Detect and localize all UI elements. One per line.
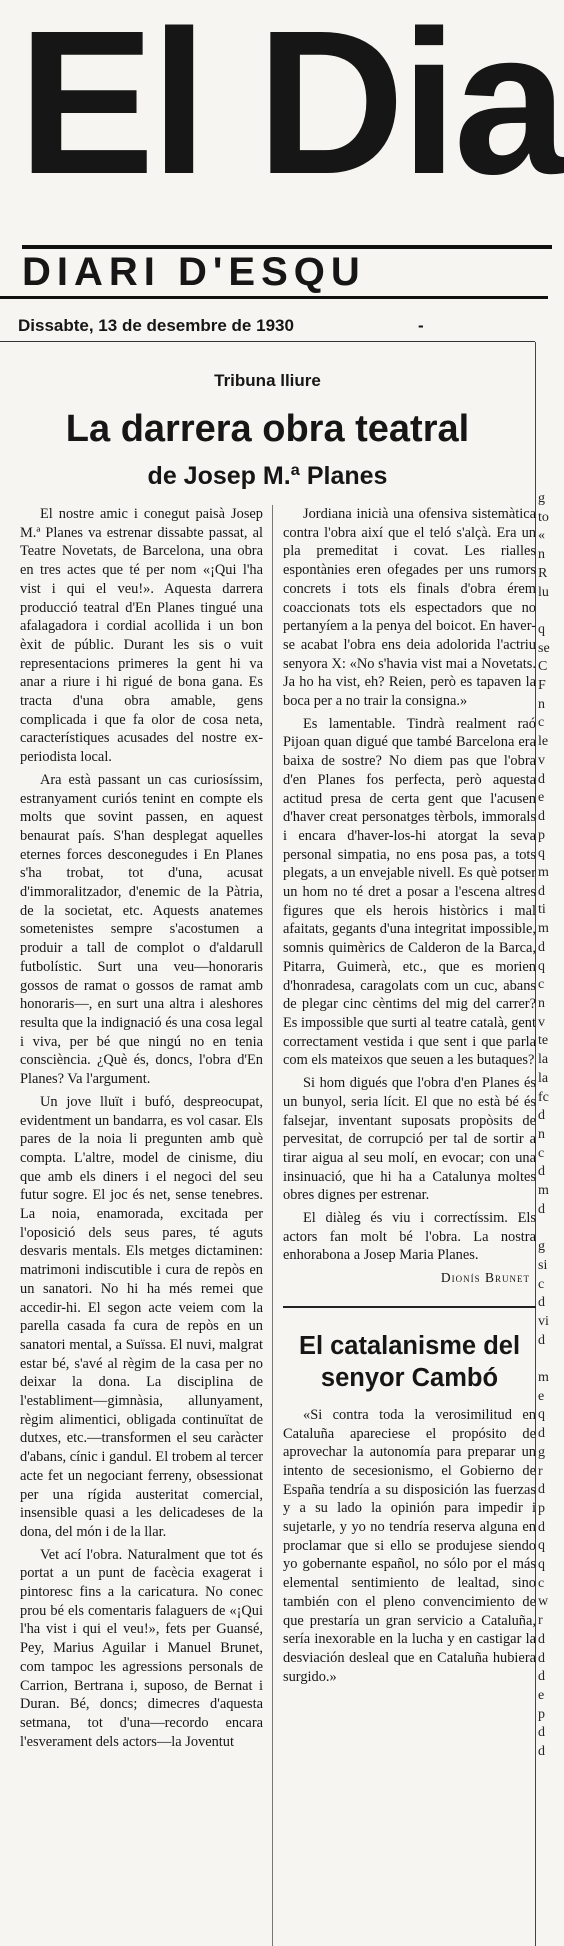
logo-rule: [22, 245, 552, 249]
adjacent-column-fragment: [538, 490, 548, 1762]
article-headline: La darrera obra teatral: [65, 408, 470, 450]
dateline: Dissabte, 13 de desembre de 1930: [18, 316, 294, 335]
article-subheadline: de Josep M.ª Planes: [147, 462, 388, 490]
box-quote: [283, 1406, 536, 1687]
box-headline: El catalanisme del senyor Cambó: [298, 1331, 521, 1392]
paragraph: El nostre amic i conegut paisà Josep M.ª Planes va estrenar dissabte passat, al Teatre Novetats, de Barcelona, una obra en tres actes que té per nom «¡Qui l'ha vist i qui el veu!». Aquesta darrera producció teatral d'En Planes tingué una afalagadora i cordial acollida i un bon èxit de públic. Durant les sis o vuit representacions primeres la gent hi va anar a riure i hi rigué de bona gana. Es tracta d'una obra amable, gens complicada i que fa olor de cosa neta, característiques acusades del nostre ex-periodista local.: [20, 506, 263, 766]
dateline-dash: -: [418, 316, 424, 335]
paragraph: El diàleg és viu i correctíssim. Els actors fan molt bé l'obra. La nostra enhorabona a Josep Maria Planes.: [283, 1210, 536, 1264]
paragraph: Jordiana inicià una ofensiva sistemàtica contra l'obra així que el teló s'alçà. Era un pla premeditat i covat. Les rialles espontànies eren ofegades per uns rumors concrets i tots els finals d'obra érem coaccionats tots els espectadors que no pertanyíem a la penya del boicot. En haver-se acabat l'obra ens deia adolorida l'actriu senyora X: «No s'havia vist mai a Novetats. Ja ho ha vist, eh? Reien, però es tapaven la boca per a no trair la consigna.»: [283, 506, 536, 710]
header-rule: [0, 296, 548, 299]
newspaper-logo: El Dia: [18, 0, 564, 217]
dateline-rule: [0, 341, 535, 342]
article-end-rule: [283, 1306, 536, 1308]
article-column-right: [283, 505, 536, 1690]
paragraph: Vet ací l'obra. Naturalment que tot és portat a un punt de facècia exagerat i pintoresc fins a la caricatura. No conec prou bé els comentaris falaguers de «¡Qui l'ha vist i qui el veu!», fets per Guansé, Pey, Marius Aguilar i Manuel Brunet, com tampoc les agressions personals de Carrion, Bertrana i, suposo, de Bernat i Duran. Bé, doncs; dimecres d'aquesta setmana, tot d'una—recordo encara l'esverament dels actors—la Joventut: [20, 1546, 263, 1750]
quote-text: «Si contra toda la verosimilitud en Cataluña apareciese el propósito de aprovechar la autonomía para preparar un intento de secesionismo, el Gobierno de España tendría a su disposición las fuerzas y a su lado la opinión para impedir i sujetarle, y yo no tendría reserva alguna en proclamar que si ello se produjese siendo yo gobernante español, no sólo por el más elemental sentimiento de lealtad, sino también con el pleno convencimiento de que prestaría un gran servicio a Cataluña, sería inexorable en la lucha y en castigar la desviación desleal que en Cataluña hubiera surgido.»: [283, 1406, 536, 1685]
newspaper-subtitle: DIARI D'ESQU: [22, 250, 366, 294]
paragraph: Es lamentable. Tindrà realment raó Pijoan quan digué que també Barcelona era baixa de sostre? No diem pas que l'obra d'en Planes fos perfecta, però aquesta actitud presa de certa gent que l'acusen d'haver creat personatges tèrbols, immorals i encara d'haver-los-hi atorgat la seva personal simpatia, no ens posa pas, a tots plegats, a un envejable nivell. Es què potser un hom no té dret a posar a l'escena altres figures que els herois històrics i mal afaitats, gegants d'una integritat impossible, somnis quimèrics de Calderon de la Barca, Pitarra, Guimerà, etc., que es morien d'honradesa, caragolats com un cuc, abans de plegar cinc cèntims del mig del carrer? Es impossible que surti al teatre català, gent correctament vestida i que sent i que parla com els mateixos que seuen a les butaques?: [283, 715, 536, 1069]
fragment-text: g to « n R lu q se C F n c le v d e d p q m d ti m d q c n v te la la fc d n c d m d g si c d vi d m e q d g r d p d q q c w r d d d e p d d: [538, 491, 550, 1760]
subtitle-band: [0, 250, 548, 294]
section-label: Tribuna lliure: [214, 371, 321, 390]
article-column-left: [20, 505, 263, 1755]
column-divider: [272, 505, 273, 1946]
masthead: [0, 0, 564, 250]
paragraph: Ara està passant un cas curiosíssim, estranyament curiós tenint en compte els molts que sovint passen, en aquest benaurat país. S'han desplegat aquelles eternes forces desconegudes i En Planes s'ha trobat, tot d'una, acusat d'immoralitzador, d'enemic de la Pàtria, de la societat, etc. Aquests anatemes sometenistes sempre s'acostumen a produir a tall de complot o d'aldarull futbolístic. Surt una veu—honoraris gossos de ramat o gossos de ramat amb honoraris—, en surt una altra i aleshores resulta que la indignació és una cosa legal i viva, per bé que ningú no en tenia consciència. ¿Què és, doncs, l'obra d'En Planes? Va l'argument.: [20, 771, 263, 1088]
paragraph: Un jove lluït i bufó, despreocupat, evidentment un bandarra, es vol casar. Els pares de la noia li pregunten amb què compta. L'altre, model de cinisme, diu que amb els diners i el negoci del seu futur sogre. El joc és net, sense tenebres. La noia, enamorada, excitada per l'oposició dels seus pares, té aguts desvaris mentals. Els metges dictaminen: matrimoni indiscutible i cura de repòs en un sanatori. No hi ha més remei que accedir-hi. El segon acte veiem com la parella casada fa cura de repòs en un sanatori mental, a Suïssa. El nuvi, malgrat estar bé, s'avé al règim de la casa per no deixar la dona. La disciplina de l'establiment—gimnàsia, allunyament, règim alimentici, obligada continuïtat de dutxes, etc.—transformen el seu caràcter d'abans, cínic i gandul. El trobem al tercer acte fet un negociant ferreny, obsessionat per una rígida austeritat comercial, insensible quasi a les delicadeses de la dona, del món i de la llar.: [20, 1093, 263, 1540]
paragraph: Si hom digués que l'obra d'en Planes és un bunyol, seria lícit. El que no està bé és falsejar, inventant suposats propòsits de pervesitat, de corrupció per tal de sortir a tirar aigua al seu molí, en evocar; con una insinuació, que hi ha a Catalunya moltes obres dignes per estrenar.: [283, 1075, 536, 1204]
author-signature: Dionís Brunet: [440, 1270, 530, 1286]
